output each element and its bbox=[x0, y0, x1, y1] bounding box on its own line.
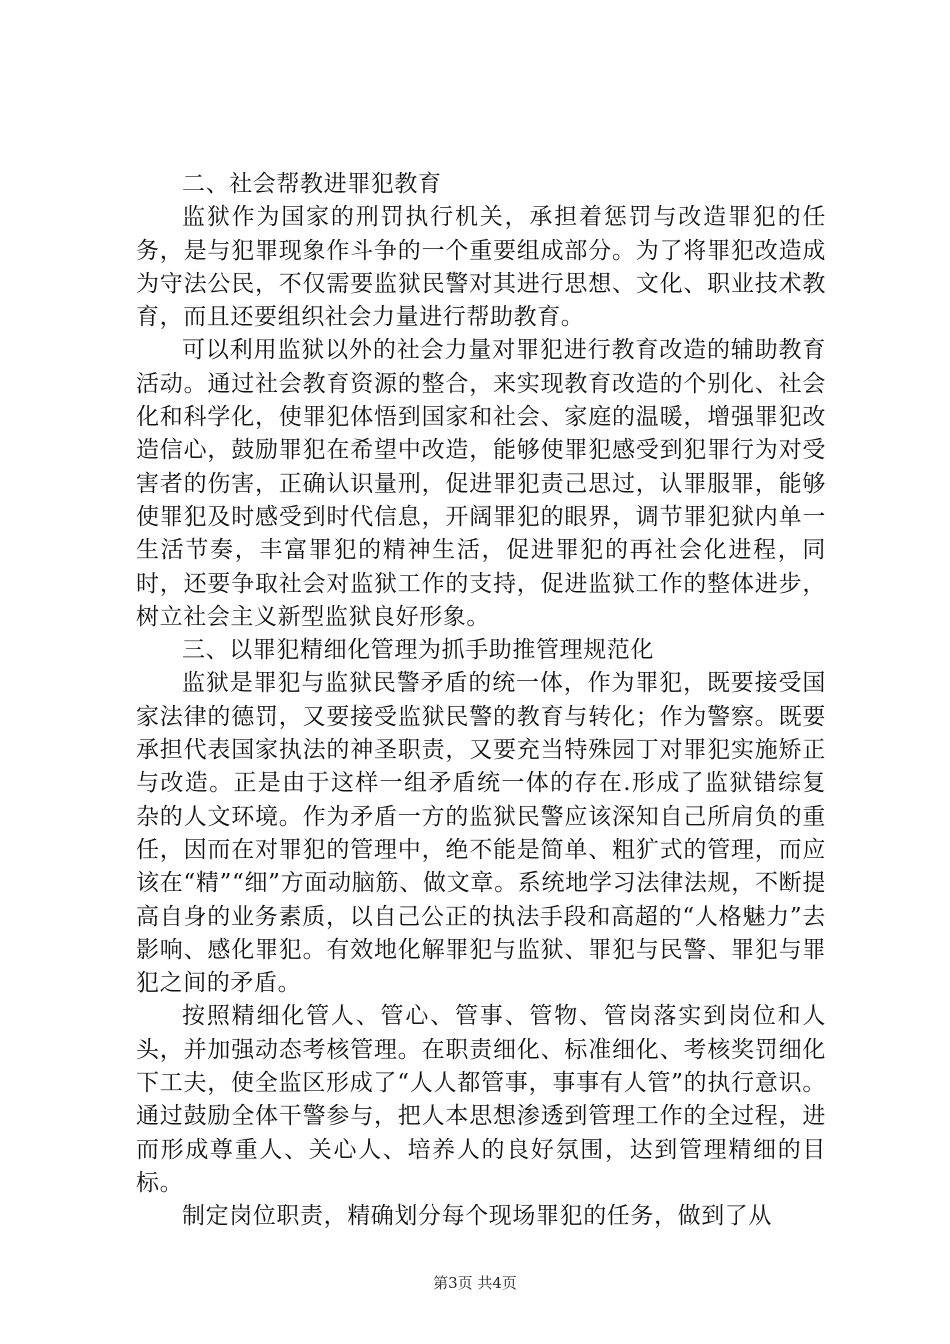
paragraph: 按照精细化管人、管心、管事、管物、管岗落实到岗位和人头，并加强动态考核管理。在职责细化、标准细化、考核奖罚细化下工夫，使全监区形成了“人人都管事，事事有人管”的执行意识。通过鼓励全体干警参与，把人本思想渗透到管理工作的全过程，进而形成尊重人、关心人、培养人的良好氛围，达到管理精细的目标。 bbox=[136, 1003, 826, 1196]
page-number: 第3页 共4页 bbox=[433, 1274, 517, 1292]
paragraph: 监狱作为国家的刑罚执行机关，承担着惩罚与改造罪犯的任务，是与犯罪现象作斗争的一个重要组成部分。为了将罪犯改造成为守法公民，不仅需要监狱民警对其进行思想、文化、职业技术教育，而且还要组织社会力量进行帮助教育。 bbox=[136, 204, 826, 331]
page-footer bbox=[0, 1273, 950, 1293]
document-body bbox=[136, 168, 826, 1234]
paragraph: 可以利用监狱以外的社会力量对罪犯进行教育改造的辅助教育活动。通过社会教育资源的整合，来实现教育改造的个别化、社会化和科学化，使罪犯体悟到国家和社会、家庭的温暖，增强罪犯改造信心，鼓励罪犯在希望中改造，能够使罪犯感受到犯罪行为对受害者的伤害，正确认识量刑，促进罪犯责己思过，认罪服罪，能够使罪犯及时感受到时代信息，开阔罪犯的眼界，调节罪犯狱内单一生活节奏，丰富罪犯的精神生活，促进罪犯的再社会化进程，同时，还要争取社会对监狱工作的支持，促进监狱工作的整体进步，树立社会主义新型监狱良好形象。 bbox=[136, 337, 826, 630]
section-heading-2: 二、社会帮教进罪犯教育 bbox=[182, 171, 442, 197]
paragraph: 监狱是罪犯与监狱民警矛盾的统一体，作为罪犯，既要接受国家法律的德罚，又要接受监狱民警的教育与转化；作为警察。既要承担代表国家执法的神圣职责，又要充当特殊园丁对罪犯实施矫正与改造。正是由于这样一组矛盾统一体的存在.形成了监狱错综复杂的人文环境。作为矛盾一方的监狱民警应该深知自己所肩负的重任，因而在对罪犯的管理中，绝不能是简单、粗犷式的管理，而应该在“精”“细”方面动脑筋、做文章。系统地学习法律法规，不断提高自身的业务素质，以自己公正的执法手段和高超的“人格魅力”去影响、感化罪犯。有效地化解罪犯与监狱、罪犯与民警、罪犯与罪犯之间的矛盾。 bbox=[136, 670, 826, 997]
paragraph: 制定岗位职责，精确划分每个现场罪犯的任务，做到了从 bbox=[182, 1203, 772, 1230]
section-heading-3: 三、以罪犯精细化管理为抓手助推管理规范化 bbox=[182, 637, 654, 664]
